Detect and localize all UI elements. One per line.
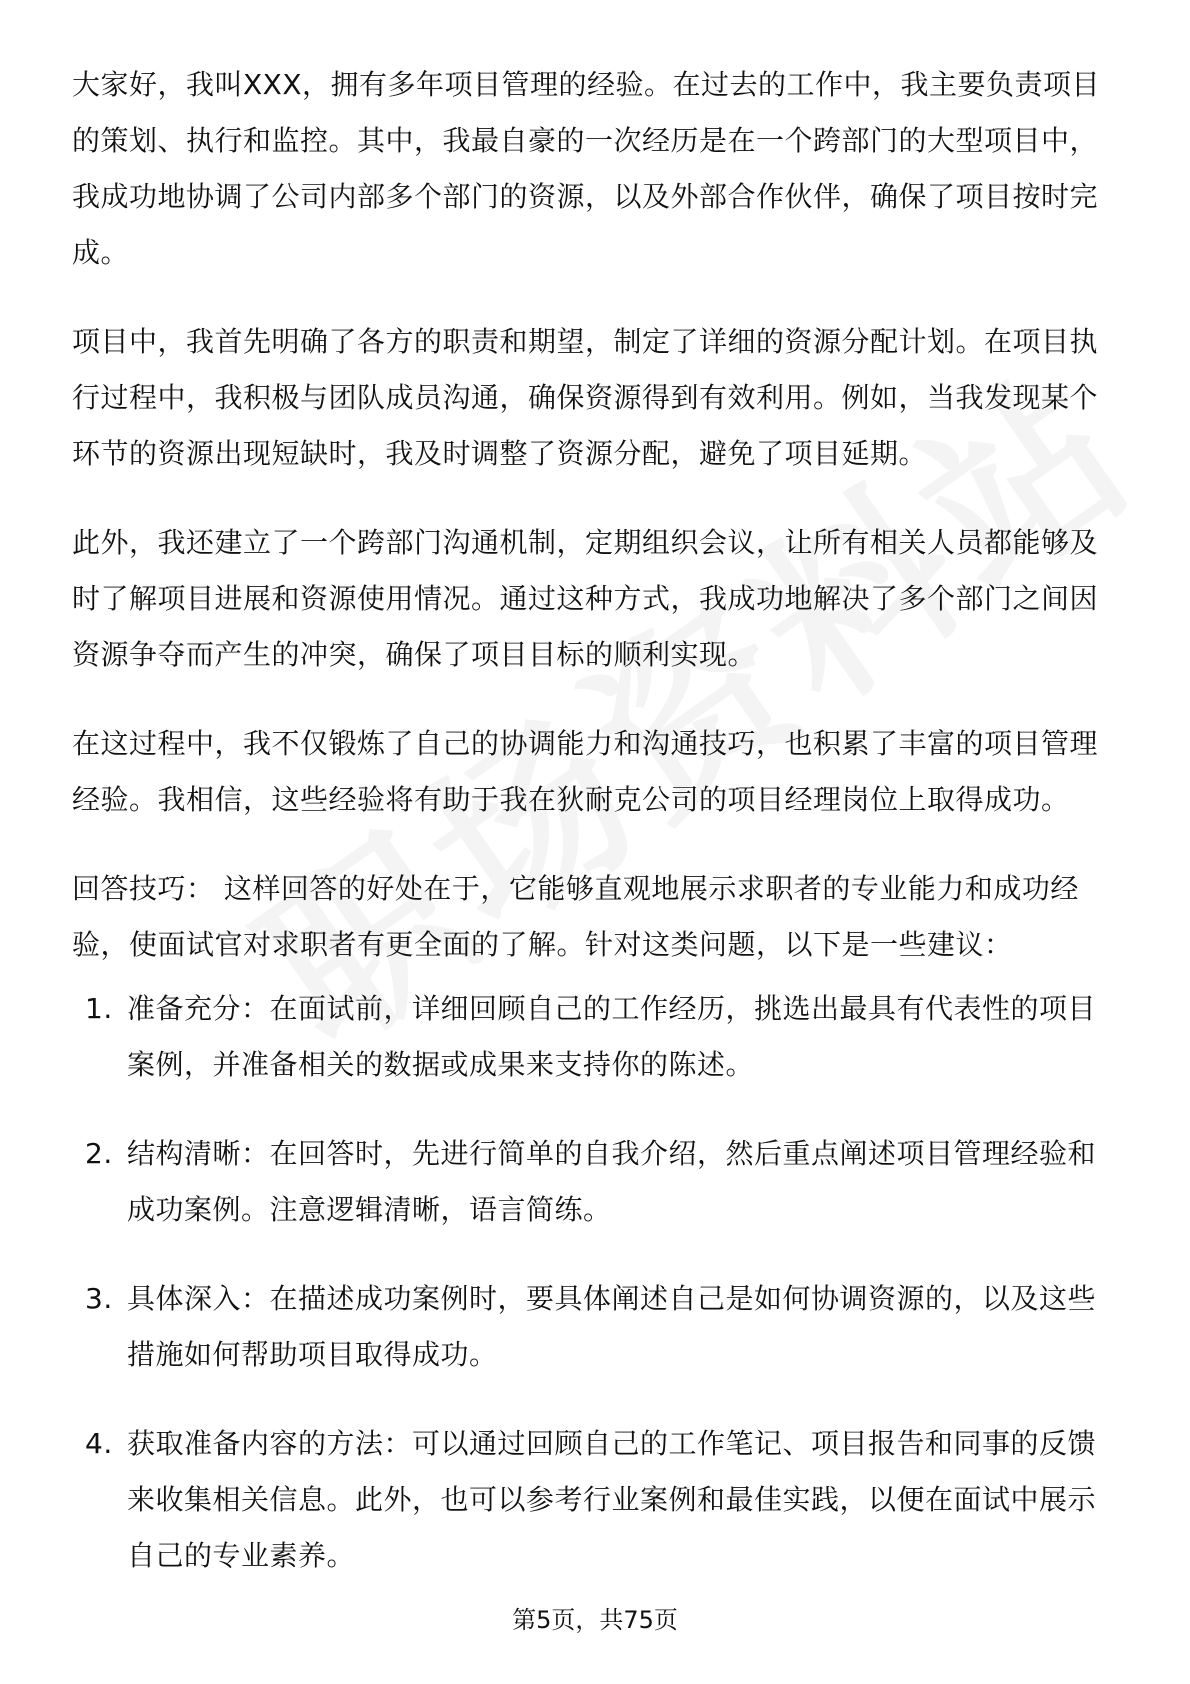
list-item-number: 2. — [85, 1137, 113, 1170]
list-item-text: 准备充分：在面试前，详细回顾自己的工作经历，挑选出最具有代表性的项目案例，并准备相关的数据或成果来支持你的陈述。 — [127, 992, 1097, 1081]
list-item-text: 获取准备内容的方法：可以通过回顾自己的工作笔记、项目报告和同事的反馈来收集相关信息。此外，也可以参考行业案例和最佳实践，以便在面试中展示自己的专业素养。 — [127, 1427, 1097, 1572]
list-item-number: 3. — [85, 1282, 113, 1315]
tips-list — [72, 981, 1122, 1584]
paragraph-answer-tips: 回答技巧： 这样回答的好处在于，它能够直观地展示求职者的专业能力和成功经验，使面试官对求职者有更全面的了解。针对这类问题，以下是一些建议： — [72, 872, 1079, 961]
paragraph-summary: 在这过程中，我不仅锻炼了自己的协调能力和沟通技巧，也积累了丰富的项目管理经验。我相信，这些经验将有助于我在狄耐克公司的项目经理岗位上取得成功。 — [72, 727, 1099, 816]
list-item — [72, 1126, 1122, 1238]
list-item — [72, 1271, 1122, 1383]
paragraph-project: 项目中，我首先明确了各方的职责和期望，制定了详细的资源分配计划。在项目执行过程中，我积极与团队成员沟通，确保资源得到有效利用。例如，当我发现某个环节的资源出现短缺时，我及时调整了资源分配，避免了项目延期。 — [72, 325, 1099, 470]
document-body — [72, 57, 1122, 1617]
list-item — [72, 1416, 1122, 1584]
list-item — [72, 981, 1122, 1093]
paragraph-mechanism: 此外，我还建立了一个跨部门沟通机制，定期组织会议，让所有相关人员都能够及时了解项目进展和资源使用情况。通过这种方式，我成功地解决了多个部门之间因资源争夺而产生的冲突，确保了项目目标的顺利实现。 — [72, 526, 1099, 671]
list-item-number: 1. — [85, 992, 113, 1025]
list-item-text: 具体深入：在描述成功案例时，要具体阐述自己是如何协调资源的，以及这些措施如何帮助项目取得成功。 — [127, 1282, 1097, 1371]
list-item-number: 4. — [85, 1427, 113, 1460]
page-number-footer: 第5页，共75页 — [512, 1606, 678, 1634]
list-item-text: 结构清晰：在回答时，先进行简单的自我介绍，然后重点阐述项目管理经验和成功案例。注意逻辑清晰，语言简练。 — [127, 1137, 1097, 1226]
paragraph-intro: 大家好，我叫XXX，拥有多年项目管理的经验。在过去的工作中，我主要负责项目的策划、执行和监控。其中，我最自豪的一次经历是在一个跨部门的大型项目中，我成功地协调了公司内部多个部门的资源，以及外部合作伙伴，确保了项目按时完成。 — [72, 68, 1101, 269]
